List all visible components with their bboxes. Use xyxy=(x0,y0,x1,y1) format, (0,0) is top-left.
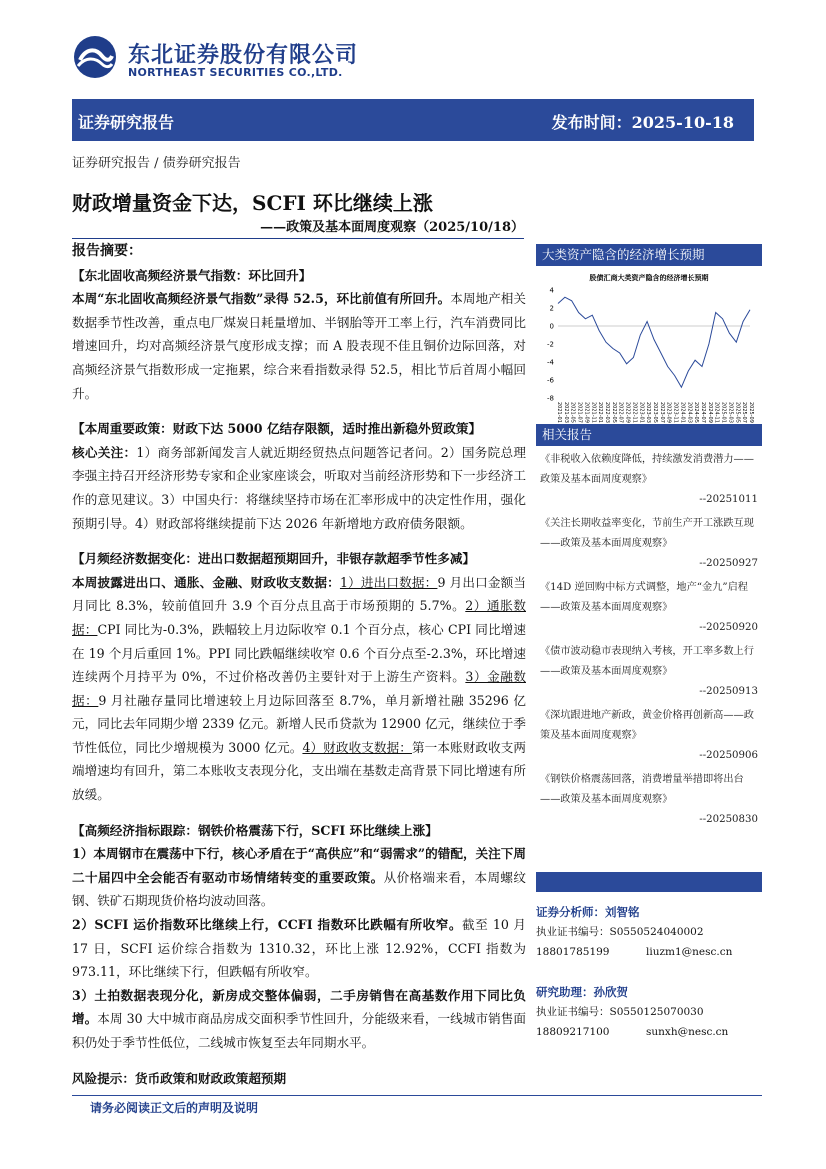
y-tick-label: -4 xyxy=(547,358,554,367)
x-tick-label: 2024-03 xyxy=(686,402,693,423)
page-title: 财政增量资金下达，SCFI 环比继续上涨 xyxy=(72,191,433,215)
x-tick-label: 2022-03 xyxy=(604,402,610,423)
x-tick-label: 2025-07 xyxy=(741,402,748,423)
page-subtitle: ——政策及基本面周度观察（2025/10/18） xyxy=(72,216,524,239)
section-item: 3）土拍数据表现分化，新房成交整体偏弱，二手房销售在高基数作用下同比负增。本周 30 大中城市商品房成交面积季节性回升，分能级来看，一线城市销售面积仍处于季节性低位，二线城市恢复至去年同期水平。 xyxy=(72,987,526,1050)
risk-warning: 风险提示：货币政策和财政政策超预期 xyxy=(72,1070,287,1086)
analyst-bar xyxy=(536,872,762,892)
related-report[interactable]: 《关注长期收益率变化，节前生产开工涨跌互现——政策及基本面周度观察》 --20250927 xyxy=(540,518,758,569)
report-summary xyxy=(72,240,526,1090)
report-banner xyxy=(72,99,754,141)
analyst-info xyxy=(536,872,762,1042)
y-tick-label: -8 xyxy=(547,394,554,403)
x-tick-label: 2021-11 xyxy=(590,402,597,423)
related-header: 相关报告 xyxy=(536,424,762,446)
section-item: 1）本周钢市在震荡中下行，核心矛盾在于“高供应”和“弱需求”的错配，关注下周二十届四中全会能否有驱动市场情绪转变的重要政策。从价格端来看，本周螺纹钢、铁矿石期现货价格均波动回落。 xyxy=(72,846,527,909)
related-report[interactable]: 《债市波动稳市表现纳入考核，开工率多数上行——政策及基本面周度观察》 --20250913 xyxy=(540,646,758,697)
x-tick-label: 2024-05 xyxy=(693,402,700,423)
section-paragraph: 核心关注：1）商务部新闻发言人就近期经贸热点问题答记者问。2）国务院总理李强主持召开经济形势专家和企业家座谈会，听取对当前经济形势和下一步经济工作的意见建议。3）中国央行：将继续坚持市场在汇率形成中的决定性作用，强化预期引导。4）财政部将继续提前下达 2026 年新增地方政府债务限额。 xyxy=(72,444,527,531)
section-paragraph: 本周披露进出口、通胀、金融、财政收支数据：1）进出口数据：9 月出口金额当月同比 8.3%，较前值回升 3.9 个百分点且高于市场预期的 5.7%。2）通胀数据：CPI 同比为-0.3%，跌幅较上月边际收窄 0.1 个百分点，核心 CPI 同比增速在 19 个月后重回 1%。PPI 同比跌幅继续收窄 0.6 个百分点至-2.3%，环比增速连续两个月持平为 0%，不过价格改善仍主要针对于上游生产资料。3）金融数据：9 月社融存量同比增速较上月边际回落至 8.7%，单月新增社融 35296 亿元，同比去年同期少增 2339 亿元。新增人民币贷款为 12900 亿元，继续位于季节性低位，同比少增规模为 3000 亿元。4）财政收支数据：第一本账财政收支两端增速均有回升，第二本账收支表现分化，支出端在基数走高背景下同比增速有所放缓。 xyxy=(72,574,527,803)
related-reports xyxy=(536,446,762,830)
x-tick-label: 2023-07 xyxy=(658,402,665,423)
summary-heading: 报告摘要： xyxy=(72,243,142,259)
x-tick-label: 2021-07 xyxy=(576,402,583,423)
y-tick-label: -6 xyxy=(547,376,554,385)
x-tick-label: 2021-09 xyxy=(583,402,590,423)
section-item: 2）SCFI 运价指数环比继续上行，CCFI 指数环比跌幅有所收窄。截至 10 月 17 日，SCFI 运价综合指数为 1310.32，环比上涨 12.92%，CCFI 指数为 973.11，环比继续下行，但跌幅有所收窄。 xyxy=(72,917,526,980)
related-report[interactable]: 《14D 逆回购中标方式调整，地产“金九”启程——政策及基本面周度观察》 --20250920 xyxy=(540,582,758,633)
logo-mark-icon xyxy=(72,34,118,80)
growth-expectation-chart xyxy=(536,266,762,424)
chart-header: 大类资产隐含的经济增长预期 xyxy=(536,244,762,266)
x-tick-label: 2024-09 xyxy=(706,402,713,423)
x-tick-label: 2023-11 xyxy=(672,402,679,423)
analyst-email[interactable]: sunxh@nesc.cn xyxy=(646,1026,729,1038)
x-tick-label: 2024-11 xyxy=(713,402,720,423)
x-tick-label: 2021-01 xyxy=(556,402,562,423)
company-logo xyxy=(72,34,392,84)
x-tick-label: 2024-01 xyxy=(679,402,686,423)
y-tick-label: 2 xyxy=(549,304,554,313)
section-title: 【高频经济指标跟踪：钢铁价格震荡下行，SCFI 环比继续上涨】 xyxy=(72,822,438,838)
series-line xyxy=(558,297,750,387)
x-tick-label: 2021-05 xyxy=(569,402,576,423)
company-name-cn: 东北证券股份有限公司 xyxy=(128,43,359,68)
x-tick-label: 2025-03 xyxy=(727,402,734,423)
section-title: 【东北固收高频经济景气指数：环比回升】 xyxy=(72,267,312,283)
y-tick-label: -2 xyxy=(547,340,554,349)
x-tick-label: 2022-01 xyxy=(597,402,604,423)
y-tick-label: 0 xyxy=(549,322,554,331)
chart-title: 股债汇商大类资产隐含的经济增长预期 xyxy=(589,274,709,282)
x-tick-label: 2023-01 xyxy=(638,402,645,423)
x-tick-label: 2022-07 xyxy=(617,402,624,423)
analyst-email[interactable]: liuzm1@nesc.cn xyxy=(646,946,733,958)
company-name-en: NORTHEAST SECURITIES CO.,LTD. xyxy=(128,66,343,79)
x-tick-label: 2023-05 xyxy=(652,402,658,423)
x-tick-label: 2023-09 xyxy=(665,402,672,423)
footer-disclaimer: 请务必阅读正文后的声明及说明 xyxy=(90,1101,259,1115)
related-report[interactable]: 《非税收入依赖度降低，持续激发消费潜力——政策及基本面周度观察》 --20251011 xyxy=(540,454,758,505)
sidebar xyxy=(536,244,762,830)
breadcrumb: 证券研究报告 / 债券研究报告 xyxy=(72,156,241,171)
x-tick-label: 2022-05 xyxy=(610,402,617,423)
x-tick-label: 2025-01 xyxy=(720,402,727,423)
footer-divider xyxy=(72,1095,762,1096)
analyst-block: 证券分析师：刘智铭 执业证书编号：S0550524040002 18801785199 liuzm1@nesc.cn xyxy=(536,902,762,962)
related-report[interactable]: 《钢铁价格震荡回落，消费增量举措即将出台——政策及基本面周度观察》 --20250830 xyxy=(540,774,758,825)
y-tick-label: 4 xyxy=(549,286,554,295)
publish-date: 发布时间：2025-10-18 xyxy=(551,113,734,132)
related-report[interactable]: 《深坑跟进地产新政，黄金价格再创新高——政策及基本面周度观察》 --20250906 xyxy=(540,710,758,761)
x-tick-label: 2024-07 xyxy=(700,402,706,423)
x-tick-label: 2022-11 xyxy=(631,402,638,423)
x-tick-label: 2021-03 xyxy=(562,402,569,423)
x-tick-label: 2025-05 xyxy=(734,402,741,423)
section-paragraph: 本周“东北固收高频经济景气指数”录得 52.5，环比前值有所回升。本周地产相关数据季节性改善，重点电厂煤炭日耗量增加、半钢胎等开工率上行，汽车消费同比增速回升，均对高频经济景气度形成支撑；而 A 股表现不佳且铜价边际回落，对高频经济景气指数形成一定拖累，综合来看指数录得 52.5，相比节后首周小幅回升。 xyxy=(72,291,527,401)
x-tick-label: 2023-03 xyxy=(645,402,652,423)
x-tick-label: 2025-09 xyxy=(748,402,754,423)
section-title: 【本周重要政策：财政下达 5000 亿结存限额，适时推出新稳外贸政策】 xyxy=(72,421,482,437)
report-type: 证券研究报告 xyxy=(78,113,175,132)
x-tick-label: 2022-09 xyxy=(624,402,631,423)
analyst-block: 研究助理：孙欣贺 执业证书编号：S0550125070030 18809217100 sunxh@nesc.cn xyxy=(536,982,762,1042)
section-title: 【月频经济数据变化：进出口数据超预期回升，非银存款超季节性多减】 xyxy=(72,551,475,567)
